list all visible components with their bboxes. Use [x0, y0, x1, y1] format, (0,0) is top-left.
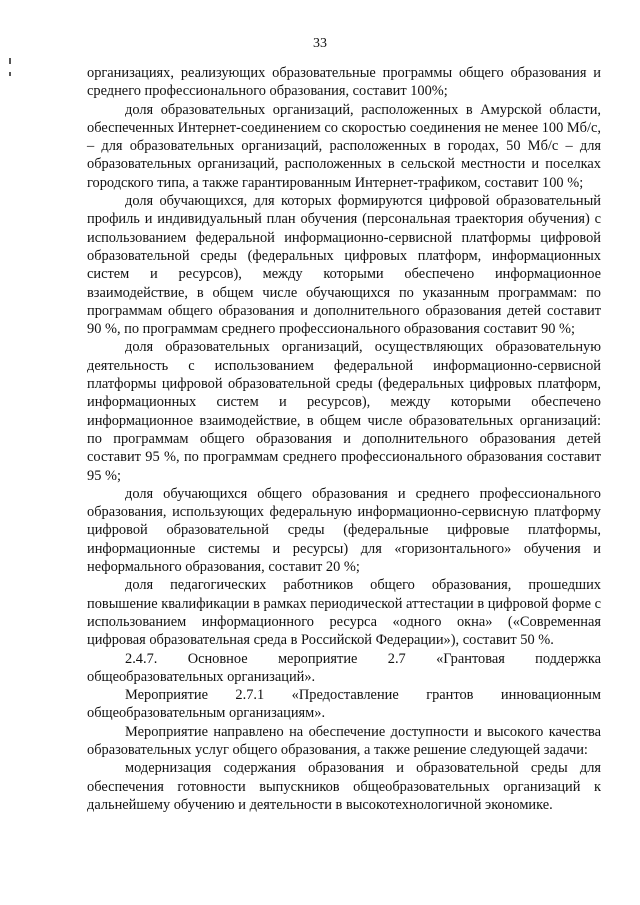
- paragraph-digital-profile: доля обучающихся, для которых формируются цифровой образовательный профиль и индивидуальный план обучения (персональная траектория обучения) с использованием федеральной информационно-сервисной платформы цифровой образовательной среды (федеральных цифровых платформ, информационных систем и ресурсов), между которыми обеспечено информационное взаимодействие, в общем числе обучающихся по указанным программам: по программам общего образования и дополнительного образования детей составит 90 %, по программам среднего профессионального образования составит 90 %;: [87, 193, 601, 338]
- scan-artifact-mark: [9, 58, 11, 64]
- paragraph-internet-connection: доля образовательных организаций, расположенных в Амурской области, обеспеченных Интернет-соединением со скоростью соединения не менее 100 Мб/с, – для образовательных организаций, расположенных в городах, 50 Мб/с – для образовательных организаций, расположенных в сельской местности и поселках городского типа, а также гарантированным Интернет-трафиком, составит 100 %;: [87, 101, 601, 191]
- paragraph-measure-purpose: Мероприятие направлено на обеспечение доступности и высокого качества образовательных услуг общего образования, а также решение следующей задачи:: [87, 723, 601, 758]
- section-heading-2-4-7: 2.4.7. Основное мероприятие 2.7 «Грантовая поддержка общеобразовательных организаций».: [87, 650, 601, 685]
- paragraph-digital-platform-organizations: доля образовательных организаций, осуществляющих образовательную деятельность с использованием федеральной информационно-сервисной платформы цифровой образовательной среды (федеральных цифровых платформ, информационных систем и ресурсов), между которыми обеспечено информационное взаимодействие, в общем числе образовательных организаций: по программам общего образования и дополнительного образования детей составит 95 %, по программам среднего профессионального образования составит 95 %;: [87, 339, 601, 484]
- paragraph-modernization-task: модернизация содержания образования и образовательной среды для обеспечения готовности выпускников общеобразовательных организаций к дальнейшему обучению и деятельности в высокотехнологичной экономике.: [87, 760, 601, 813]
- page-number: 33: [313, 36, 327, 51]
- paragraph-teacher-qualification: доля педагогических работников общего образования, прошедших повышение квалификации в рамках периодической аттестации в цифровой форме с использованием информационного ресурса «одного окна» («Современная цифровая образовательная среда в Российской Федерации»), составит 50 %.: [87, 577, 602, 649]
- paragraph-measure-2-7-1: Мероприятие 2.7.1 «Предоставление грантов инновационным общеобразовательным организациям».: [87, 687, 601, 722]
- paragraph-continuation: организациях, реализующих образовательные программы общего образования и среднего профессионального образования, составит 100%;: [87, 65, 601, 100]
- body-text: [87, 64, 601, 814]
- paragraph-horizontal-learning: доля обучающихся общего образования и среднего профессионального образования, использующих федеральную информационно-сервисную платформу цифровой образовательной среды (федеральные цифровые платформы, информационные системы и ресурсы) для «горизонтального» обучения и неформального образования, составит 20 %;: [87, 485, 601, 576]
- scan-artifact-mark: [9, 72, 11, 76]
